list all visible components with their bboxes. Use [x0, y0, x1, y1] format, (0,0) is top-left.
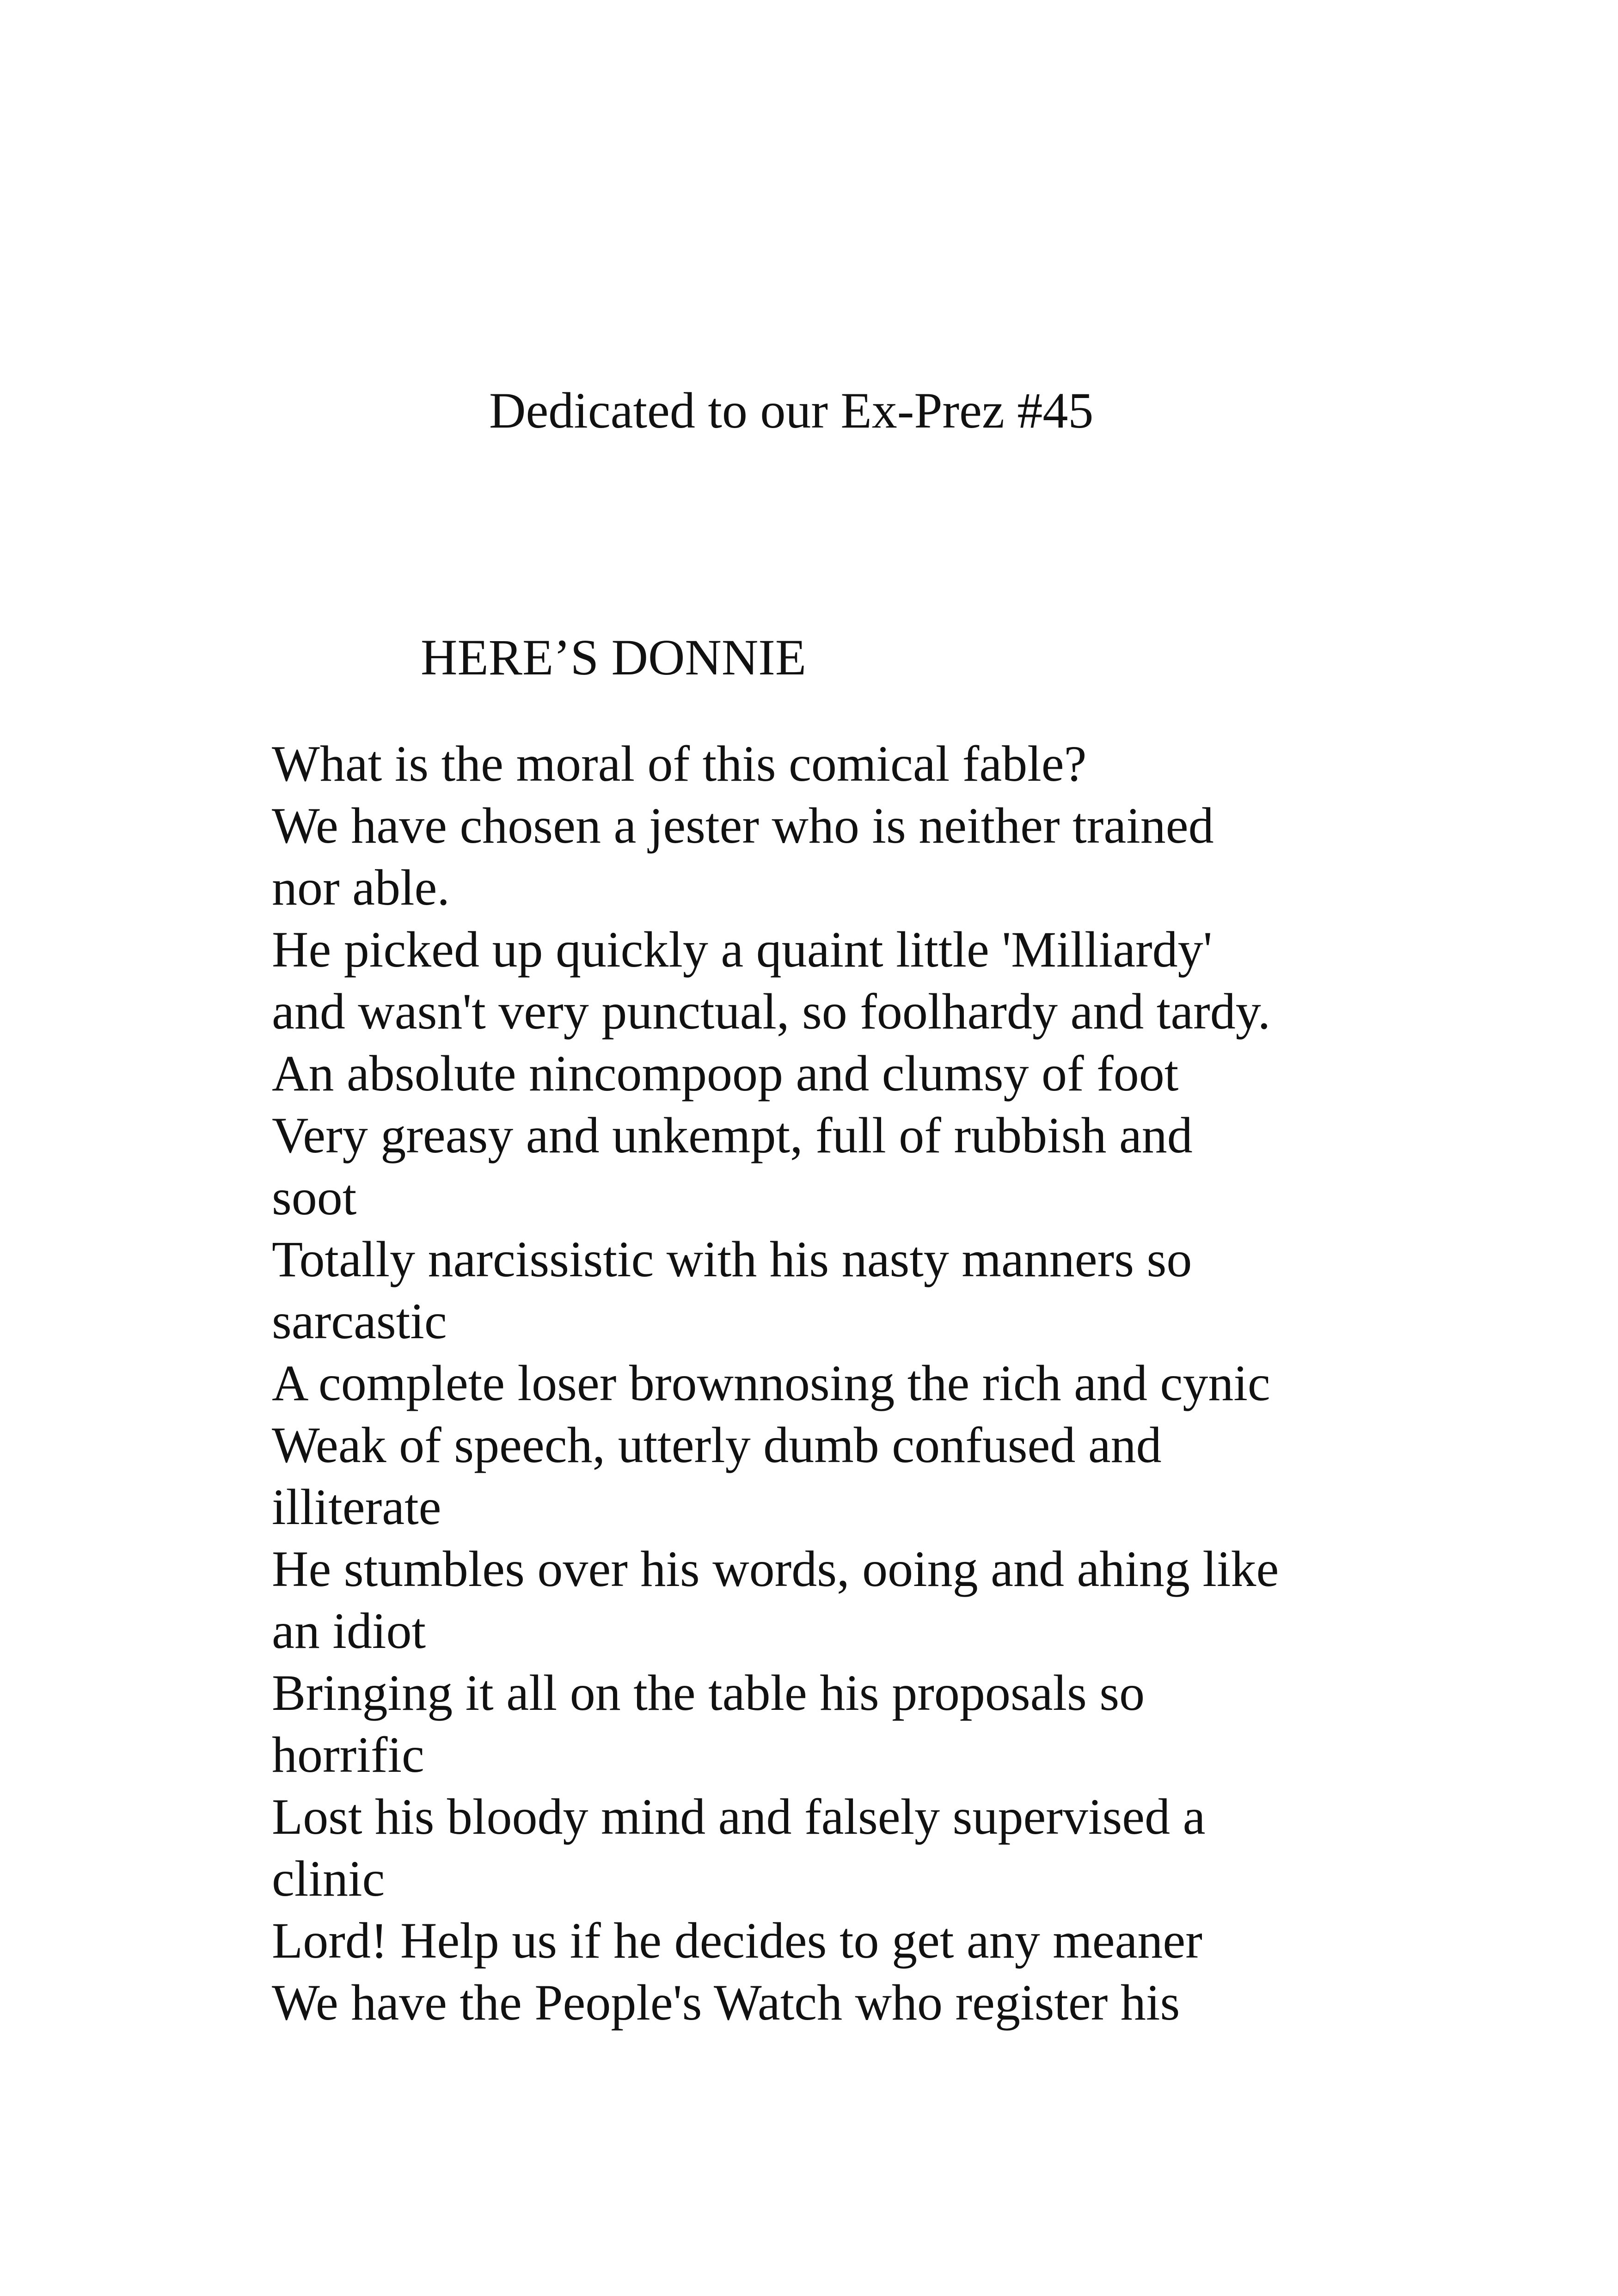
poem-line: A complete loser brownnosing the rich and cynic: [272, 1355, 1270, 1411]
poem-line: He picked up quickly a quaint little 'Milliardy': [272, 921, 1213, 978]
poem-line: an idiot: [272, 1603, 426, 1659]
poem-line: Very greasy and unkempt, full of rubbish and: [272, 1107, 1193, 1163]
poem-line: What is the moral of this comical fable?: [272, 735, 1087, 792]
poem-line: An absolute nincompoop and clumsy of foot: [272, 1045, 1179, 1102]
poem-line: We have the People's Watch who register his: [272, 1974, 1180, 2031]
poem-line: sarcastic: [272, 1293, 447, 1349]
poem-line: illiterate: [272, 1479, 441, 1535]
poem-line: Bringing it all on the table his proposals so: [272, 1665, 1145, 1721]
poem-line: horrific: [272, 1727, 424, 1783]
poem-line: soot: [272, 1169, 357, 1225]
poem-line: and wasn't very punctual, so foolhardy and tardy.: [272, 983, 1271, 1040]
poem-line: Lord! Help us if he decides to get any meaner: [272, 1912, 1202, 1969]
poem-line: clinic: [272, 1850, 385, 1907]
poem-line: Totally narcissistic with his nasty manners so: [272, 1231, 1192, 1287]
poem-title: HERE’S DONNIE: [421, 629, 807, 686]
poem-line: We have chosen a jester who is neither trained: [272, 797, 1214, 854]
poem-line: nor able.: [272, 859, 450, 916]
poem-body: [272, 733, 1437, 2033]
poem-line: Weak of speech, utterly dumb confused and: [272, 1417, 1162, 1473]
poem-line: He stumbles over his words, ooing and ahing like: [272, 1541, 1279, 1597]
dedication-line: Dedicated to our Ex-Prez #45: [489, 382, 1094, 439]
poem-line: Lost his bloody mind and falsely supervised a: [272, 1788, 1206, 1845]
